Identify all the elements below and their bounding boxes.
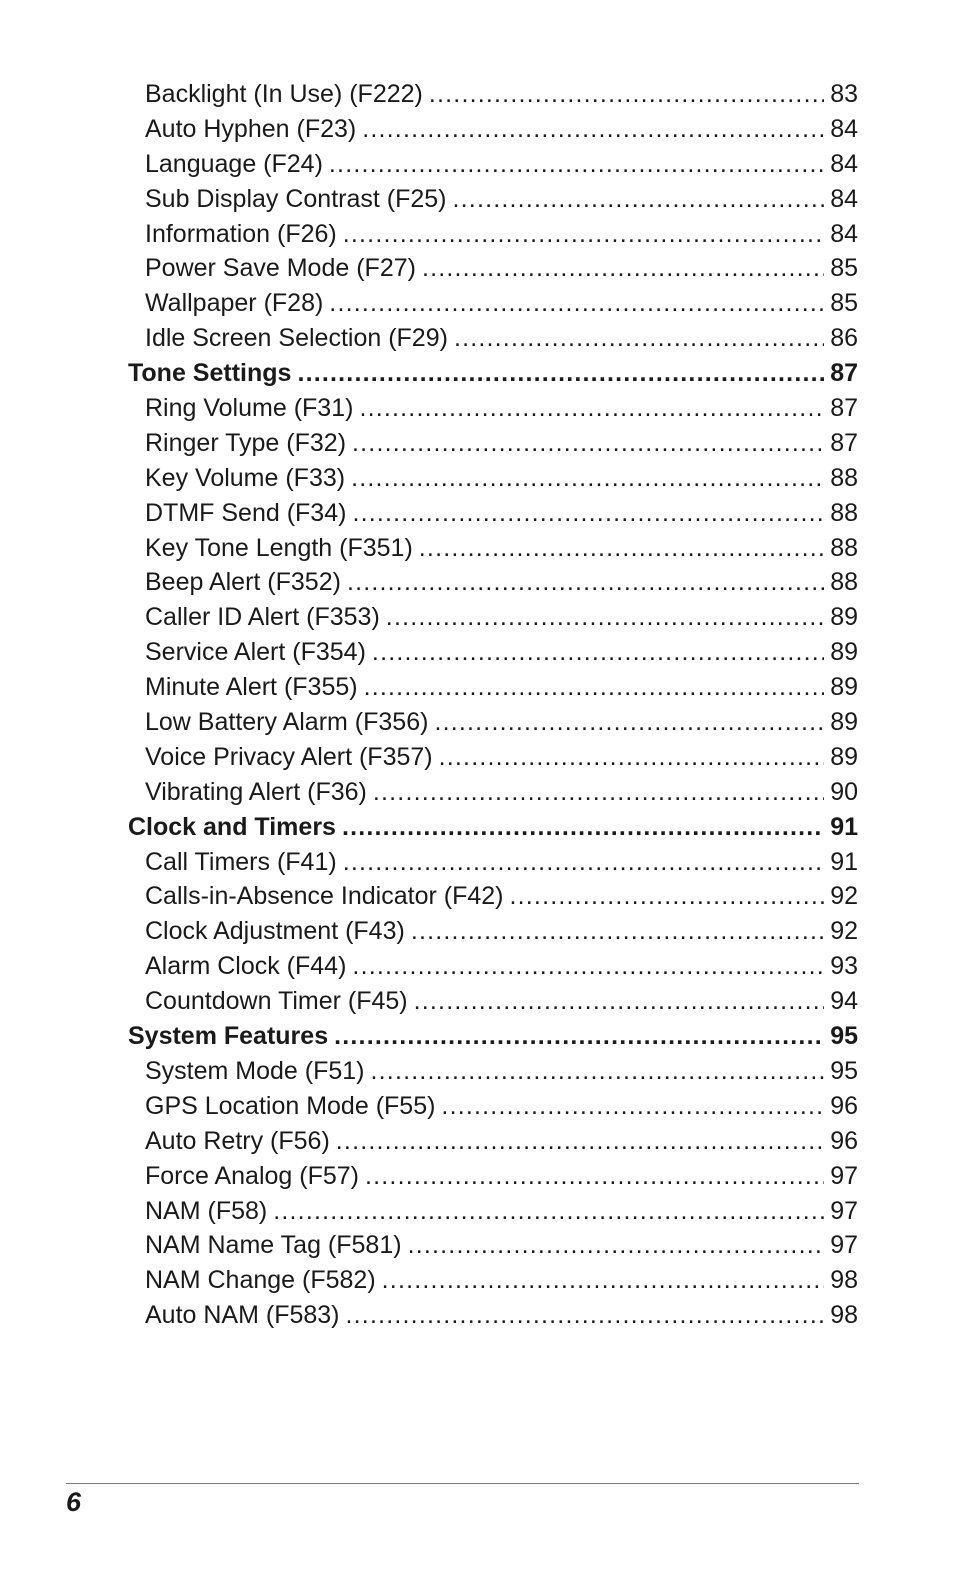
dot-leader <box>336 1124 824 1159</box>
toc-entry <box>128 949 858 984</box>
toc-entry-title: Caller ID Alert (F353) <box>145 603 380 632</box>
toc-entry <box>128 1263 858 1298</box>
toc-entry <box>128 984 858 1019</box>
toc-entry <box>128 426 858 461</box>
toc-entry-title: Idle Screen Selection (F29) <box>145 324 448 353</box>
toc-entry-title: System Features <box>128 1022 329 1051</box>
dot-leader <box>439 740 825 775</box>
toc-entry-page: 92 <box>830 882 858 911</box>
dot-leader <box>352 426 824 461</box>
dot-leader <box>329 147 824 182</box>
dot-leader <box>422 251 824 286</box>
toc-entry-page: 83 <box>830 80 858 108</box>
dot-leader <box>346 1298 825 1333</box>
toc-entry <box>128 531 858 566</box>
toc-entry <box>128 147 858 182</box>
toc-entry-title: NAM Change (F582) <box>145 1266 376 1295</box>
dot-leader <box>329 286 824 321</box>
toc-entry-page: 97 <box>830 1196 858 1225</box>
toc-entry-page: 98 <box>830 1266 858 1295</box>
dot-leader <box>362 112 824 147</box>
dot-leader <box>386 600 824 635</box>
toc-entry <box>128 740 858 775</box>
toc-entry-page: 95 <box>830 1056 858 1085</box>
toc-entry <box>128 775 858 810</box>
toc-entry-page: 89 <box>830 603 858 632</box>
toc-entry <box>128 217 858 252</box>
dot-leader <box>343 217 824 252</box>
toc-entry <box>128 565 858 600</box>
toc-entry-title: Language (F24) <box>145 149 323 178</box>
dot-leader <box>365 1159 824 1194</box>
dot-leader <box>454 321 824 356</box>
dot-leader <box>434 705 824 740</box>
dot-leader <box>441 1089 824 1124</box>
toc-section-heading <box>128 810 858 845</box>
toc-entry <box>128 321 858 356</box>
toc-entry <box>128 1054 858 1089</box>
toc-entry-page: 91 <box>830 812 858 841</box>
toc-entry-page: 85 <box>830 289 858 318</box>
toc-entry-page: 97 <box>830 1231 858 1260</box>
toc-section-heading <box>128 1019 858 1054</box>
toc-entry-page: 90 <box>830 777 858 806</box>
dot-leader <box>347 565 824 600</box>
toc-entry-page: 94 <box>830 987 858 1016</box>
toc-entry-title: NAM Name Tag (F581) <box>145 1231 402 1260</box>
toc-entry-title: Auto NAM (F583) <box>145 1301 340 1330</box>
toc-entry-page: 96 <box>830 1126 858 1155</box>
toc-entry-title: System Mode (F51) <box>145 1056 365 1085</box>
toc-entry <box>128 496 858 531</box>
toc-entry-title: Auto Hyphen (F23) <box>145 114 357 143</box>
toc-entry <box>128 1089 858 1124</box>
dot-leader <box>351 461 824 496</box>
toc-entry <box>128 670 858 705</box>
dot-leader <box>352 949 824 984</box>
toc-entry <box>128 251 858 286</box>
toc-entry-page: 98 <box>830 1301 858 1330</box>
toc-entry-title: Power Save Mode (F27) <box>145 254 416 283</box>
toc-entry <box>128 705 858 740</box>
toc-entry-page: 88 <box>830 568 858 597</box>
dot-leader <box>297 356 824 391</box>
toc-entry <box>128 879 858 914</box>
toc-section-heading <box>128 356 858 391</box>
dot-leader <box>429 77 824 112</box>
toc-entry-page: 96 <box>830 1091 858 1120</box>
toc-entry <box>128 1228 858 1263</box>
toc-entry-page: 93 <box>830 952 858 981</box>
page-number: 6 <box>66 1487 82 1517</box>
toc-entry-page: 91 <box>830 847 858 876</box>
dot-leader <box>373 775 824 810</box>
dot-leader <box>408 1228 825 1263</box>
toc-entry <box>128 461 858 496</box>
toc-entry <box>128 391 858 426</box>
toc-entry-page: 87 <box>830 428 858 457</box>
dot-leader <box>364 670 825 705</box>
toc-entry <box>128 286 858 321</box>
toc-entry-page: 95 <box>830 1022 858 1051</box>
dot-leader <box>334 1019 824 1054</box>
dot-leader <box>414 984 825 1019</box>
toc-entry-page: 87 <box>830 394 858 423</box>
toc-entry <box>128 1194 858 1229</box>
toc-entry <box>128 1124 858 1159</box>
toc-entry <box>128 845 858 880</box>
toc-entry-title: Ringer Type (F32) <box>145 428 347 457</box>
dot-leader <box>343 845 825 880</box>
toc-entry-title: Countdown Timer (F45) <box>145 987 408 1016</box>
toc-entry <box>128 1298 858 1333</box>
toc-entry-title: Clock Adjustment (F43) <box>145 917 405 946</box>
dot-leader <box>371 1054 825 1089</box>
toc-entry <box>128 112 858 147</box>
toc-entry-title: Tone Settings <box>128 359 292 388</box>
toc-entry-title: Auto Retry (F56) <box>145 1126 330 1155</box>
dot-leader <box>359 391 824 426</box>
dot-leader <box>419 531 824 566</box>
toc-entry-page: 86 <box>830 324 858 353</box>
toc-entry-page: 89 <box>830 742 858 771</box>
dot-leader <box>411 914 824 949</box>
toc-entry-page: 97 <box>830 1161 858 1190</box>
toc-entry-title: Voice Privacy Alert (F357) <box>145 742 433 771</box>
dot-leader <box>509 879 824 914</box>
toc-entry-page: 84 <box>830 114 858 143</box>
toc-entry-title: Low Battery Alarm (F356) <box>145 708 429 737</box>
toc-entry-title: Calls-in-Absence Indicator (F42) <box>145 882 504 911</box>
toc-entry-page: 89 <box>830 708 858 737</box>
toc-entry-page: 88 <box>830 463 858 492</box>
toc-entry-title: Information (F26) <box>145 219 337 248</box>
toc-entry-title: Service Alert (F354) <box>145 638 366 667</box>
toc-entry-page: 84 <box>830 219 858 248</box>
toc-entry-page: 87 <box>830 359 858 388</box>
toc-entry-page: 84 <box>830 184 858 213</box>
toc-entry-title: Sub Display Contrast (F25) <box>145 184 447 213</box>
toc-entry-title: Call Timers (F41) <box>145 847 337 876</box>
toc-entry-title: Key Tone Length (F351) <box>145 533 413 562</box>
toc-entry-title: Force Analog (F57) <box>145 1161 359 1190</box>
toc-entry-page: 88 <box>830 533 858 562</box>
toc-entry-title: Key Volume (F33) <box>145 463 346 492</box>
dot-leader <box>273 1194 824 1229</box>
toc-entry-page: 89 <box>830 638 858 667</box>
dot-leader <box>342 810 824 845</box>
dot-leader <box>382 1263 825 1298</box>
toc-entry <box>128 1159 858 1194</box>
toc-entry <box>128 600 858 635</box>
toc-entry-page: 88 <box>830 498 858 527</box>
toc-entry-title: GPS Location Mode (F55) <box>145 1091 436 1120</box>
toc-entry-title: Clock and Timers <box>128 812 336 841</box>
toc-entry-page: 92 <box>830 917 858 946</box>
toc-entry-title: Minute Alert (F355) <box>145 673 358 702</box>
toc-entry-title: Wallpaper (F28) <box>145 289 324 318</box>
toc-entry-title: NAM (F58) <box>145 1196 268 1225</box>
toc-entry-page: 85 <box>830 254 858 283</box>
toc-entry-title: Alarm Clock (F44) <box>145 952 347 981</box>
dot-leader <box>372 635 824 670</box>
table-of-contents <box>128 77 858 1333</box>
toc-entry <box>128 182 858 217</box>
toc-entry <box>128 77 858 112</box>
toc-entry-title: Backlight (In Use) (F222) <box>145 80 423 108</box>
dot-leader <box>352 496 824 531</box>
footer-divider <box>66 1483 859 1484</box>
toc-entry <box>128 914 858 949</box>
toc-entry-page: 89 <box>830 673 858 702</box>
toc-entry-title: Ring Volume (F31) <box>145 394 354 423</box>
dot-leader <box>453 182 825 217</box>
toc-entry-title: Vibrating Alert (F36) <box>145 777 367 806</box>
toc-entry-title: Beep Alert (F352) <box>145 568 341 597</box>
toc-entry <box>128 635 858 670</box>
toc-entry-page: 84 <box>830 149 858 178</box>
toc-entry-title: DTMF Send (F34) <box>145 498 347 527</box>
